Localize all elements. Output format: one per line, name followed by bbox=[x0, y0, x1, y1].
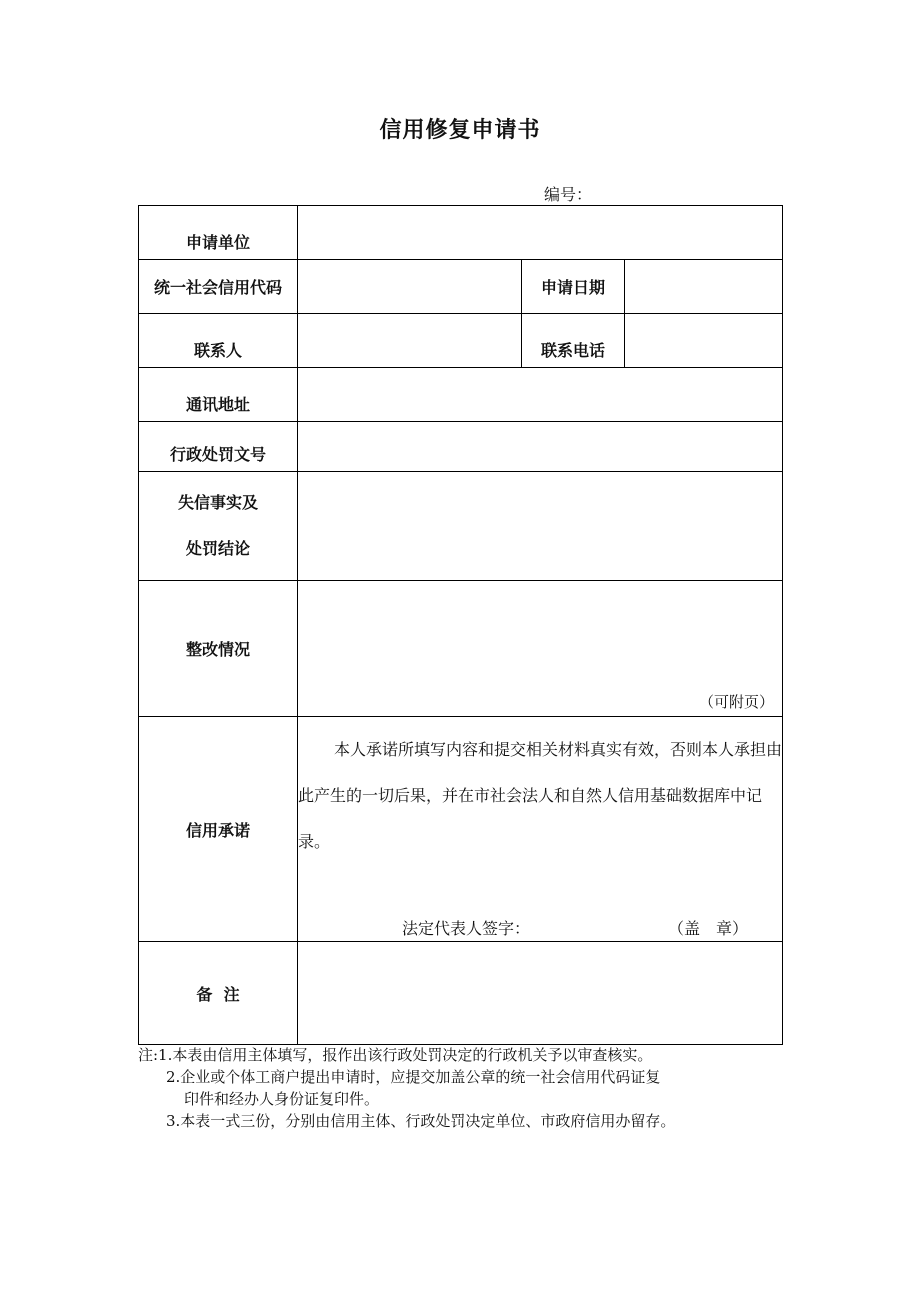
remarks-field[interactable] bbox=[298, 942, 783, 1045]
applicant-field[interactable] bbox=[298, 206, 783, 260]
facts-label bbox=[139, 472, 298, 581]
page-title: 信用修复申请书 bbox=[379, 117, 541, 143]
notes-section bbox=[138, 1044, 808, 1132]
serial-number-label: 编号： bbox=[544, 185, 593, 204]
note-2: 2.企业或个体工商户提出申请时，应提交加盖公章的统一社会信用代码证复 bbox=[166, 1068, 661, 1086]
facts-field[interactable] bbox=[298, 472, 783, 581]
facts-label-line1: 失信事实及 bbox=[177, 493, 258, 512]
commitment-label: 信用承诺 bbox=[139, 717, 298, 942]
apply-date-field[interactable] bbox=[625, 260, 783, 314]
address-field[interactable] bbox=[298, 368, 783, 422]
attachment-note: （可附页） bbox=[699, 693, 775, 711]
note-2-continued: 印件和经办人身份证复印件。 bbox=[184, 1090, 380, 1108]
note-1: 注:1.本表由信用主体填写，报作出该行政处罚决定的行政机关予以审查核实。 bbox=[138, 1046, 653, 1064]
address-label: 通讯地址 bbox=[139, 368, 298, 422]
apply-date-label: 申请日期 bbox=[522, 260, 625, 314]
commitment-text: 本人承诺所填写内容和提交相关材料真实有效，否则本人承担由此产生的一切后果，并在市社会法人和自然人信用基础数据库中记录。 bbox=[298, 740, 783, 851]
penalty-doc-label: 行政处罚文号 bbox=[139, 422, 298, 472]
signature-label: 法定代表人签字： bbox=[402, 919, 531, 938]
phone-label: 联系电话 bbox=[522, 314, 625, 368]
facts-label-line2: 处罚结论 bbox=[185, 539, 250, 558]
rectification-label: 整改情况 bbox=[139, 581, 298, 717]
commitment-cell bbox=[298, 717, 783, 942]
credit-code-label: 统一社会信用代码 bbox=[139, 260, 298, 314]
note-3: 3.本表一式三份，分别由信用主体、行政处罚决定单位、市政府信用办留存。 bbox=[166, 1112, 676, 1130]
contact-label: 联系人 bbox=[139, 314, 298, 368]
contact-field[interactable] bbox=[298, 314, 522, 368]
credit-code-field[interactable] bbox=[298, 260, 522, 314]
seal-label: （盖 章） bbox=[668, 919, 749, 938]
application-form-table bbox=[138, 205, 783, 1045]
applicant-label: 申请单位 bbox=[139, 206, 298, 260]
rectification-field[interactable] bbox=[298, 581, 783, 717]
penalty-doc-field[interactable] bbox=[298, 422, 783, 472]
remarks-label: 备 注 bbox=[139, 942, 298, 1045]
phone-field[interactable] bbox=[625, 314, 783, 368]
